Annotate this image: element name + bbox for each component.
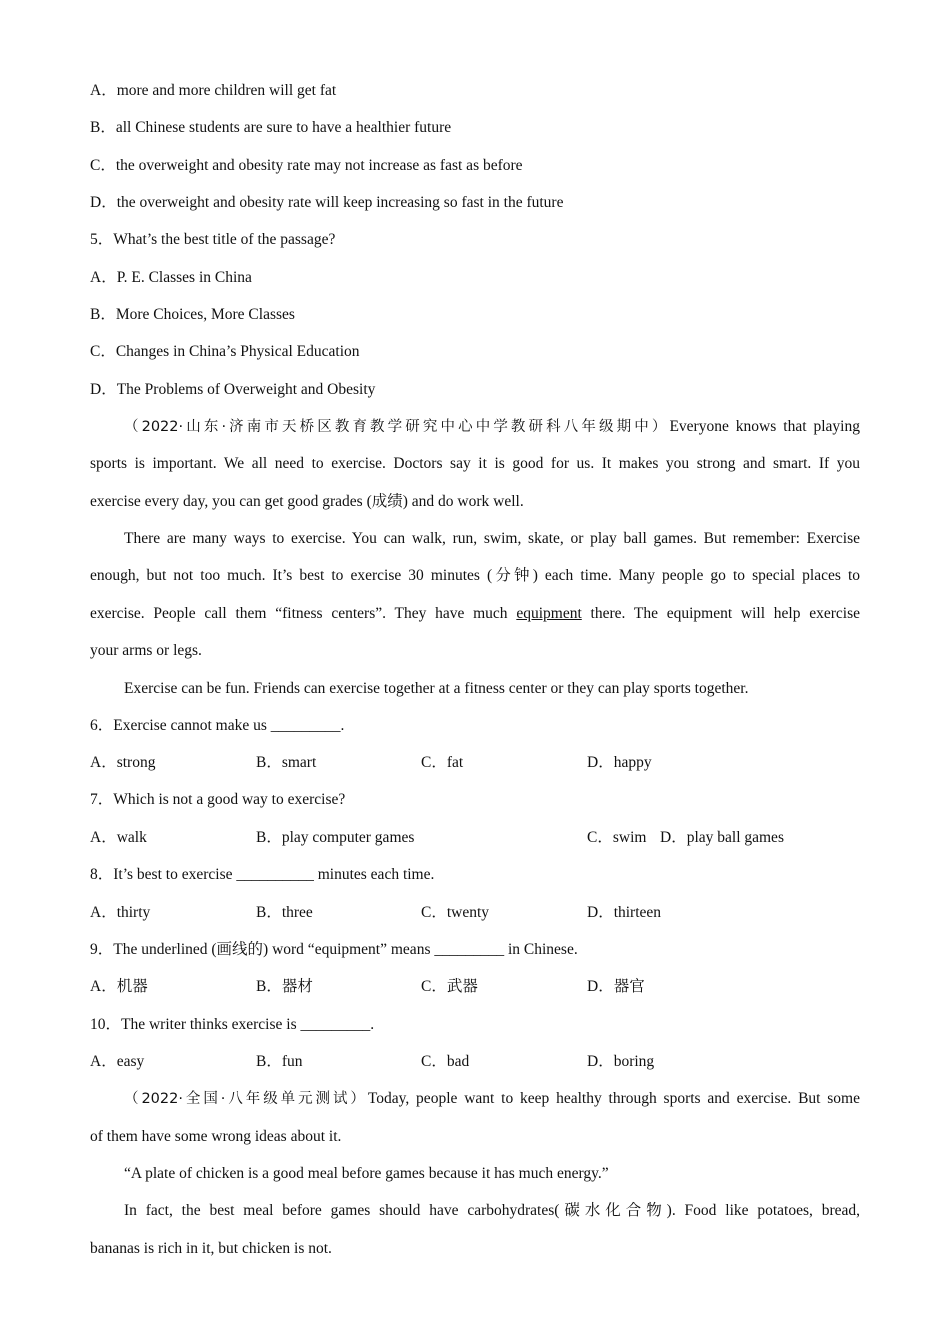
q6-option-b: B．smart bbox=[256, 754, 317, 771]
q4-option-c: C．the overweight and obesity rate may not increase as fast as before bbox=[90, 157, 523, 174]
q7-option-a: A．walk bbox=[90, 829, 147, 846]
passage2-paragraph2-line3 bbox=[90, 604, 860, 624]
passage2-p1-l1-text: Everyone knows that playing bbox=[669, 418, 860, 435]
passage3-paragraph2-line1: “A plate of chicken is a good meal before games because it has much energy.” bbox=[124, 1165, 609, 1182]
underlined-word-equipment: equipment bbox=[516, 605, 582, 622]
q7-question: 7．Which is not a good way to exercise? bbox=[90, 791, 346, 808]
q4-option-d: D．the overweight and obesity rate will keep increasing so fast in the future bbox=[90, 194, 564, 211]
p2-l3-pre: exercise. People call them “fitness centers”. They have much bbox=[90, 605, 508, 622]
passage3-p1-l1-text: Today, people want to keep healthy through sports and exercise. But some bbox=[367, 1090, 860, 1107]
q5-option-b: B．More Choices, More Classes bbox=[90, 306, 295, 323]
q8-question: 8．It’s best to exercise __________ minutes each time. bbox=[90, 866, 435, 883]
q9-question: 9．The underlined (画线的) word “equipment” means _________ in Chinese. bbox=[90, 941, 578, 958]
q10-question: 10．The writer thinks exercise is _________. bbox=[90, 1016, 375, 1033]
passage2-source: （2022·山东·济南市天桥区教育教学研究中心中学教研科八年级期中） bbox=[124, 419, 670, 435]
q10-option-a: A．easy bbox=[90, 1053, 145, 1070]
passage3-paragraph1-line2: of them have some wrong ideas about it. bbox=[90, 1128, 342, 1145]
passage3-paragraph3-line1: In fact, the best meal before games should have carbohydrates(碳水化合物). Food like potatoes, bread, bbox=[124, 1202, 860, 1219]
passage3-source: （2022·全国·八年级单元测试） bbox=[124, 1091, 368, 1107]
q9-option-c: C．武器 bbox=[421, 978, 478, 995]
q6-option-d: D．happy bbox=[587, 754, 652, 771]
q8-option-b: B．three bbox=[256, 904, 313, 921]
passage2-paragraph1-line2: sports is important. We all need to exercise. Doctors say it is good for us. It makes you strong and smart. If you bbox=[90, 455, 860, 472]
q7-option-b: B．play computer games bbox=[256, 829, 415, 846]
q6-question: 6．Exercise cannot make us _________. bbox=[90, 717, 345, 734]
q5-option-d: D．The Problems of Overweight and Obesity bbox=[90, 381, 376, 398]
passage2-paragraph2-line4: your arms or legs. bbox=[90, 642, 202, 659]
passage2-paragraph1-line3: exercise every day, you can get good grades (成绩) and do work well. bbox=[90, 493, 524, 510]
q5-question: 5．What’s the best title of the passage? bbox=[90, 231, 336, 248]
q5-option-a: A．P. E. Classes in China bbox=[90, 269, 252, 286]
q9-option-a: A．机器 bbox=[90, 978, 148, 995]
passage3-paragraph1-line1 bbox=[124, 1089, 860, 1109]
q8-option-d: D．thirteen bbox=[587, 904, 662, 921]
p2-l3-post: there. The equipment will help exercise bbox=[590, 605, 861, 622]
q6-option-c: C．fat bbox=[421, 754, 464, 771]
passage2-paragraph1-line1 bbox=[124, 417, 860, 437]
q10-option-d: D．boring bbox=[587, 1053, 655, 1070]
q4-option-b: B．all Chinese students are sure to have a healthier future bbox=[90, 119, 452, 136]
passage3-paragraph3-line2: bananas is rich in it, but chicken is not. bbox=[90, 1240, 332, 1257]
q6-option-a: A．strong bbox=[90, 754, 156, 771]
q9-option-d: D．器官 bbox=[587, 978, 645, 995]
q8-option-a: A．thirty bbox=[90, 904, 151, 921]
q9-option-b: B．器材 bbox=[256, 978, 313, 995]
passage2-paragraph3-line1: Exercise can be fun. Friends can exercise together at a fitness center or they can play sports together. bbox=[124, 680, 749, 697]
q7-option-c: C．swim bbox=[587, 829, 647, 846]
q8-option-c: C．twenty bbox=[421, 904, 490, 921]
passage2-paragraph2-line2: enough, but not too much. It’s best to exercise 30 minutes (分钟) each time. Many people go to special places to bbox=[90, 567, 860, 584]
q5-option-c: C．Changes in China’s Physical Education bbox=[90, 343, 360, 360]
q4-option-a: A．more and more children will get fat bbox=[90, 82, 337, 99]
passage2-paragraph2-line1: There are many ways to exercise. You can walk, run, swim, skate, or play ball games. But remember: Exercise bbox=[124, 530, 860, 547]
q10-option-c: C．bad bbox=[421, 1053, 470, 1070]
q7-option-d: D．play ball games bbox=[660, 829, 784, 846]
q10-option-b: B．fun bbox=[256, 1053, 303, 1070]
